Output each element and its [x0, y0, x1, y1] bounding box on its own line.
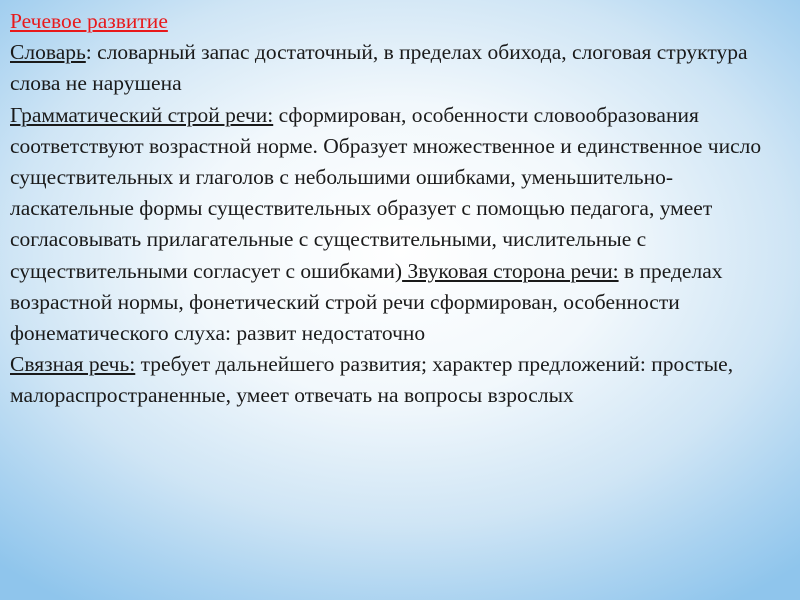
slide-text-block	[10, 6, 792, 412]
grammar-label: Грамматический строй речи:	[10, 102, 274, 127]
vocabulary-label: Словарь	[10, 40, 86, 65]
grammar-text: сформирован, особенности словообразования соответствуют возрастной норме. Образует множественное и единственное число существительных и глаголов с небольшими ошибками, уменьшительно-ласкательные формы существительных образует с помощью педагога, умеет согласовывать прилагательные с существительными, числительные с существительными согласует с ошибками)	[10, 102, 762, 283]
grammar-paragraph	[10, 100, 792, 350]
vocabulary-text: : словарный запас достаточный, в пределах обихода, слоговая структура слова не нарушена	[10, 40, 748, 96]
title-paragraph	[10, 6, 792, 37]
coherent-text: требует дальнейшего развития; характер предложений: простые, малораспространенные, умеет отвечать на вопросы взрослых	[10, 352, 734, 408]
coherent-label: Связная речь:	[10, 352, 136, 377]
sound-label: Звуковая сторона речи:	[402, 258, 619, 283]
vocabulary-paragraph	[10, 37, 792, 99]
sound-text: в пределах возрастной нормы, фонетический строй речи сформирован, особенности фонематического слуха: развит недостаточно	[10, 258, 723, 346]
coherent-paragraph	[10, 349, 792, 411]
slide-title: Речевое развитие	[10, 9, 168, 33]
